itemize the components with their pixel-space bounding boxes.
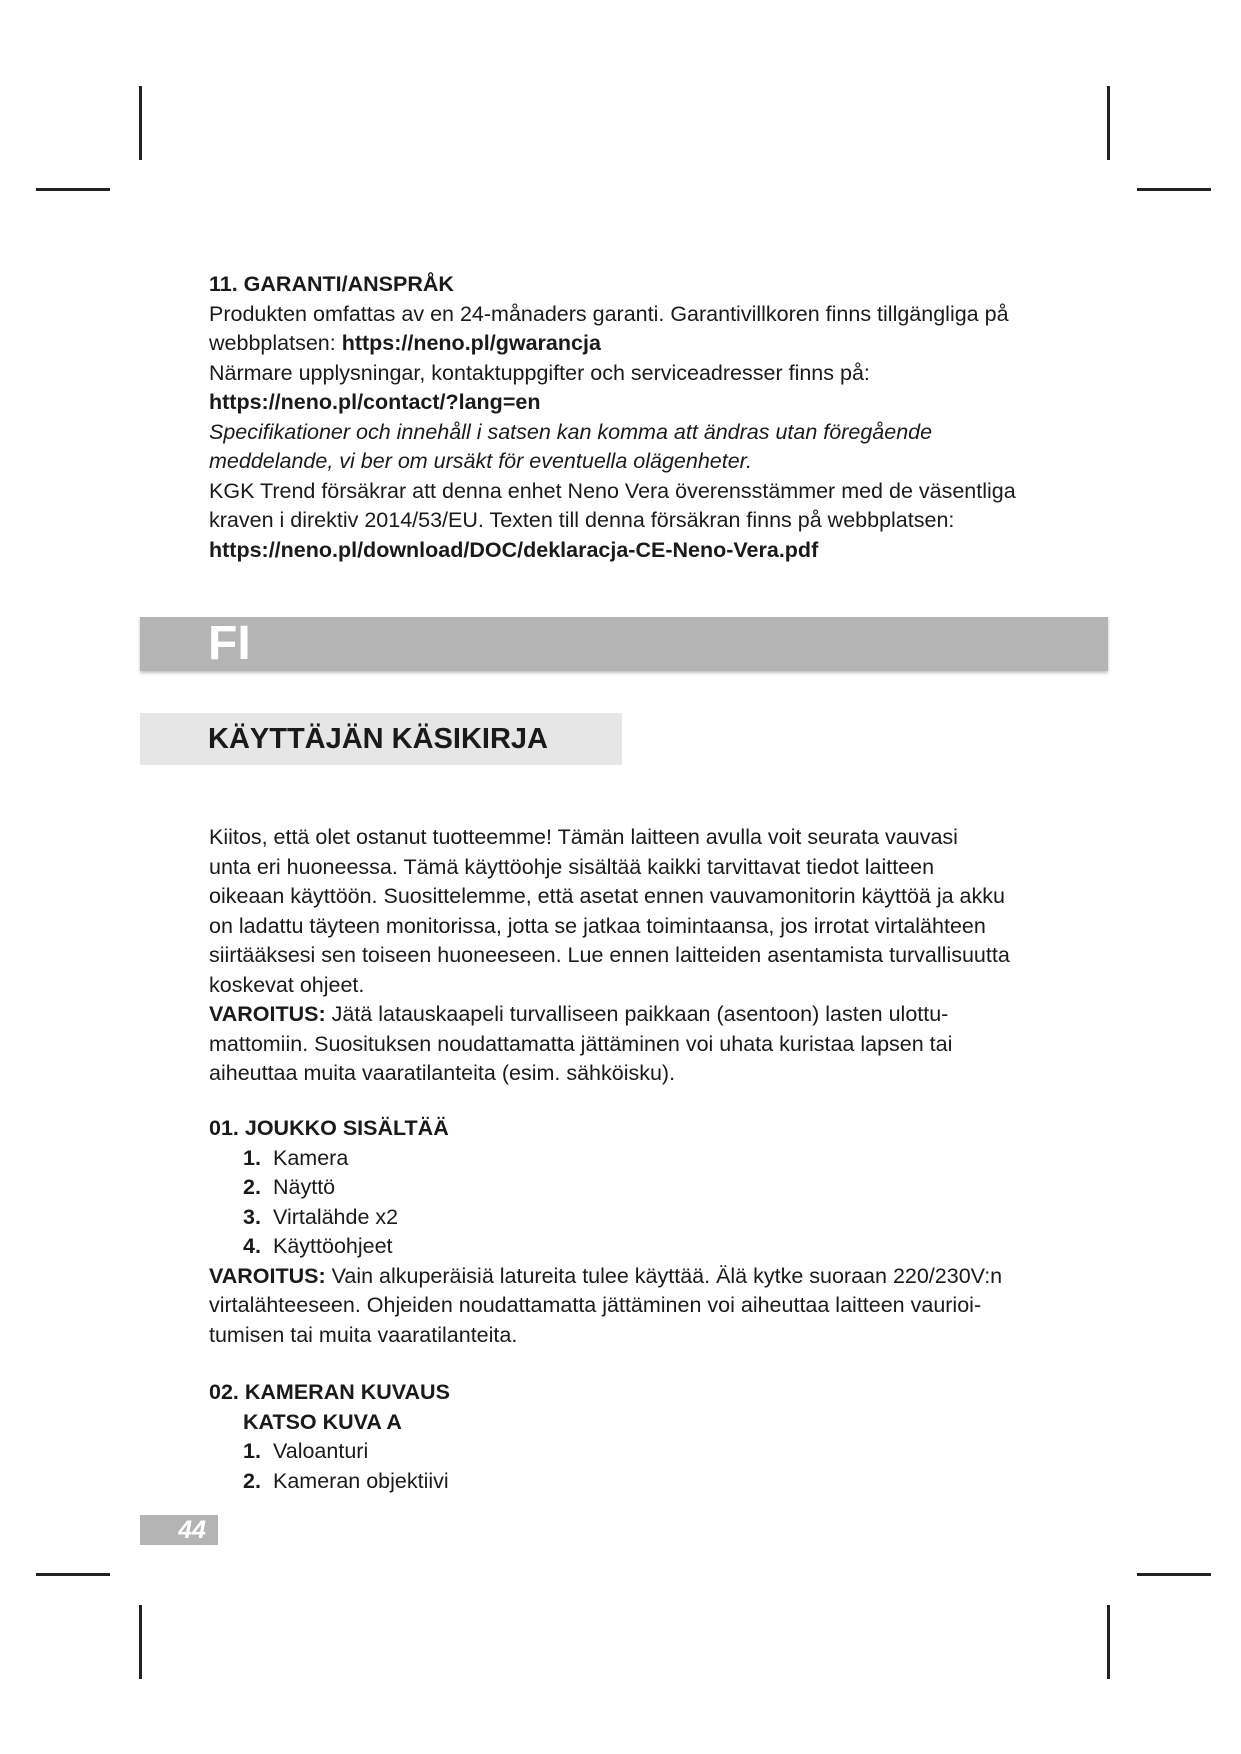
list-item-number: 4. (243, 1234, 261, 1258)
sv-declaration-line1: KGK Trend försäkrar att denna enhet Neno Vera överensstämmer med de väsentliga (209, 478, 1016, 503)
list-item-number: 3. (243, 1204, 261, 1229)
fi-warning1-line2: mattomiin. Suosituksen noudattamatta jättäminen voi uhata kuristaa lapsen tai (209, 1031, 953, 1056)
fi-section2-list (209, 1437, 1049, 1496)
sv-warranty-line2-prefix: webbplatsen: (209, 331, 342, 355)
list-item (243, 1467, 1049, 1497)
fi-warning1-line3: aiheuttaa muita vaaratilanteita (esim. sähköisku). (209, 1061, 676, 1085)
crop-mark-bottom-right-vertical (1107, 1605, 1110, 1679)
list-item-label: Näyttö (273, 1175, 336, 1199)
fi-warning2-text: Vain alkuperäisiä latureita tulee käyttää. Älä kytke suoraan 220/230V:n (325, 1263, 1003, 1288)
fi-warning2-line3: tumisen tai muita vaaratilanteita. (209, 1322, 518, 1347)
fi-section2-heading: 02. KAMERAN KUVAUS (209, 1380, 450, 1404)
fi-warning2-line2: virtalähteeseen. Ohjeiden noudattamatta jättäminen voi aiheuttaa laitteen vaurioi- (209, 1293, 982, 1317)
manual-title: KÄYTTÄJÄN KÄSIKIRJA (208, 723, 548, 755)
fi-intro-line: on ladattu täyteen monitorissa, jotta se jatkaa toimintaansa, jos irrotat virtalähteen (209, 913, 986, 938)
page-number-box (140, 1515, 218, 1545)
fi-warning2-line1 (209, 1262, 1049, 1292)
fi-warning1-label: VAROITUS: (209, 1002, 326, 1026)
fi-section-01 (209, 1114, 1049, 1350)
fi-intro-line: Kiitos, että olet ostanut tuotteemme! Tämän laitteen avulla voit seurata vauvasi (209, 825, 958, 849)
crop-mark-bottom-right-horizontal (1137, 1573, 1211, 1576)
fi-section-02 (209, 1378, 1049, 1496)
crop-mark-top-right-vertical (1107, 86, 1110, 160)
manual-title-bar (140, 713, 622, 765)
fi-section1-heading: 01. JOUKKO SISÄLTÄÄ (209, 1116, 449, 1140)
sv-declaration-line2: kraven i direktiv 2014/53/EU. Texten till denna försäkran finns på webbplatsen: (209, 508, 955, 532)
list-item (243, 1232, 1049, 1262)
crop-mark-bottom-left-horizontal (36, 1573, 110, 1576)
fi-intro-section (209, 823, 1049, 1089)
list-item (243, 1144, 1049, 1174)
list-item (243, 1437, 1049, 1467)
sv-declaration-url[interactable]: https://neno.pl/download/DOC/deklaracja-CE-Neno-Vera.pdf (209, 537, 819, 562)
sv-contact-line: Närmare upplysningar, kontaktuppgifter och serviceadresser finns på: (209, 360, 870, 385)
fi-warning1-line1 (209, 1000, 1049, 1030)
language-bar (140, 617, 1108, 671)
fi-intro-line: oikeaan käyttöön. Suosittelemme, että asetat ennen vauvamonitorin käyttöä ja akku (209, 884, 1005, 908)
list-item-number: 2. (243, 1468, 261, 1493)
crop-mark-top-left-horizontal (36, 188, 110, 191)
sv-warranty-heading: 11. GARANTI/ANSPRÅK (209, 272, 454, 296)
list-item-label: Valoanturi (273, 1439, 369, 1463)
fi-intro-line: koskevat ohjeet. (209, 972, 365, 997)
fi-section1-list (209, 1144, 1049, 1262)
sv-contact-url[interactable]: https://neno.pl/contact/?lang=en (209, 390, 541, 414)
list-item-number: 1. (243, 1439, 261, 1463)
list-item (243, 1203, 1049, 1233)
sv-warranty-line1: Produkten omfattas av en 24-månaders garanti. Garantivillkoren finns tillgängliga på (209, 301, 1009, 326)
crop-mark-top-left-vertical (139, 86, 142, 160)
list-item-label: Kameran objektiivi (273, 1468, 449, 1493)
list-item (243, 1173, 1049, 1203)
list-item-number: 1. (243, 1145, 261, 1170)
sv-warranty-section (209, 270, 1049, 565)
list-item-label: Kamera (273, 1145, 349, 1170)
crop-mark-top-right-horizontal (1137, 188, 1211, 191)
sv-notice-line1: Specifikationer och innehåll i satsen kan komma att ändras utan föregående (209, 419, 933, 444)
crop-mark-bottom-left-vertical (139, 1605, 142, 1679)
fi-intro-line: siirtääksesi sen toiseen huoneeseen. Lue ennen laitteiden asentamista turvallisuutta (209, 943, 1010, 967)
fi-warning2-label: VAROITUS: (209, 1263, 326, 1288)
page-number: 44 (178, 1516, 206, 1544)
list-item-number: 2. (243, 1175, 261, 1199)
sv-warranty-url[interactable]: https://neno.pl/gwarancja (341, 331, 601, 355)
list-item-label: Virtalähde x2 (273, 1204, 399, 1229)
fi-section2-subheading: KATSO KUVA A (243, 1409, 402, 1434)
sv-warranty-line2 (209, 329, 1049, 359)
list-item-label: Käyttöohjeet (273, 1234, 393, 1258)
language-code: FI (208, 617, 251, 670)
sv-notice-line2: meddelande, vi ber om ursäkt för eventuella olägenheter. (209, 449, 753, 473)
fi-warning1-text: Jätä latauskaapeli turvalliseen paikkaan (asentoon) lasten ulottu- (325, 1002, 949, 1026)
fi-intro-line: unta eri huoneessa. Tämä käyttöohje sisältää kaikki tarvittavat tiedot laitteen (209, 854, 935, 879)
